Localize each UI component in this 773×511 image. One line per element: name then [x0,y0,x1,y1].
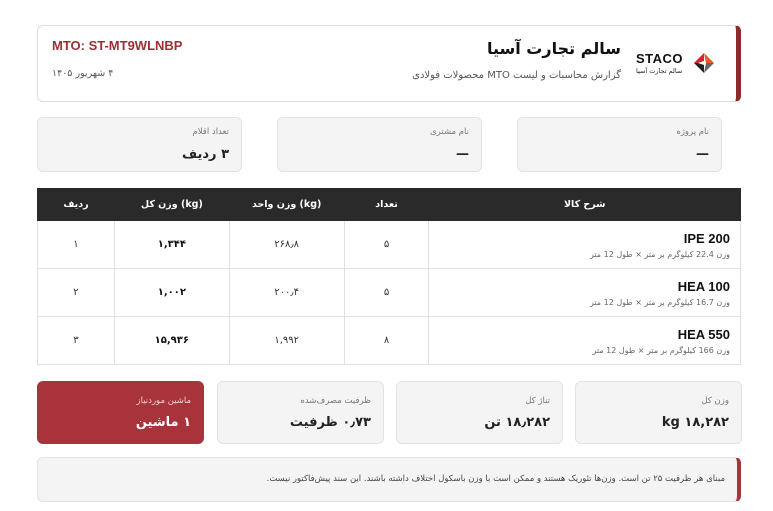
table-row [38,317,741,365]
row-number: ۲ [38,269,115,317]
unit-weight: ۲۶۸٫۸ [229,221,344,269]
row-number: ۱ [38,221,115,269]
header-description: شرح کالا [429,189,741,221]
total-weight: ۱,۰۰۲ [114,269,229,317]
card-value: kg ۱۸,۲۸۲ [661,415,729,430]
disclaimer-note [37,457,741,502]
report-subtitle: گزارش محاسبات و لیست MTO محصولات فولادی [412,70,621,81]
table-header-row [38,189,741,221]
product-name: IPE 200 [683,230,730,246]
item-description [429,317,741,365]
product-name: HEA 100 [677,278,730,294]
item-description [429,269,741,317]
item-count: ۵ [344,269,429,317]
total-tonnage-card [396,381,563,444]
card-value: — [456,147,469,162]
product-name: HEA 550 [677,326,730,342]
card-value: — [696,147,709,162]
company-name: سالم تجارت آسیا [486,39,621,58]
product-detail: وزن 22.4 کیلوگرم بر متر × طول 12 متر [589,249,730,259]
product-detail: وزن 16.7 کیلوگرم بر متر × طول 12 متر [589,297,730,307]
card-value: ۳ ردیف [182,147,229,162]
row-number: ۳ [38,317,115,365]
card-value: ۱۸٫۲۸۲ تن [484,415,550,430]
card-label: نام پروژه [676,127,709,137]
table-row [38,221,741,269]
trucks-needed-card [37,381,204,444]
card-value: ۰٫۷۳ ظرفیت [289,415,371,430]
mto-code: MTO: ST-MT9WLNBP [52,38,183,53]
unit-weight: ۱,۹۹۲ [229,317,344,365]
card-label: تناژ کل [525,396,550,406]
total-weight: ۱,۳۴۴ [114,221,229,269]
card-label: نام مشتری [430,127,469,137]
card-label: ظرفیت مصرف‌شده [300,396,371,406]
logo-word: STACO [636,51,684,66]
header-count: تعداد [344,189,429,221]
table-row [38,269,741,317]
note-text: مبنای هر ظرفیت ۲۵ تن است. وزن‌ها تئوریک هستند و ممکن است با وزن باسکول اختلاف داشته باشند. این سند پیش‌فاکتور نیست. [266,474,725,484]
item-count: ۸ [344,317,429,365]
card-label: تعداد اقلام [192,127,229,137]
unit-weight: ۲۰۰٫۴ [229,269,344,317]
total-weight-card [575,381,742,444]
staco-logo [636,49,716,79]
product-detail: وزن 166 کیلوگرم بر متر × طول 12 متر [592,345,730,355]
total-weight: ۱۵,۹۳۶ [114,317,229,365]
report-header [37,25,741,102]
card-label: ماشین موردنیاز [136,396,191,406]
card-value: ۱ ماشین [135,415,191,430]
project-name-card [517,117,722,172]
header-row-number: ردیف [38,189,115,221]
logo-mark-icon [692,51,716,75]
logo-subtext: سالم تجارت آسیا [636,67,683,75]
item-description [429,221,741,269]
item-count-card [37,117,242,172]
card-label: وزن کل [701,396,729,406]
header-total-weight: وزن کل (kg) [114,189,229,221]
header-unit-weight: وزن واحد (kg) [229,189,344,221]
report-date: ۴ شهریور ۱۴۰۵ [52,68,114,79]
item-count: ۵ [344,221,429,269]
capacity-used-card [217,381,384,444]
customer-name-card [277,117,482,172]
mto-table [37,188,741,365]
